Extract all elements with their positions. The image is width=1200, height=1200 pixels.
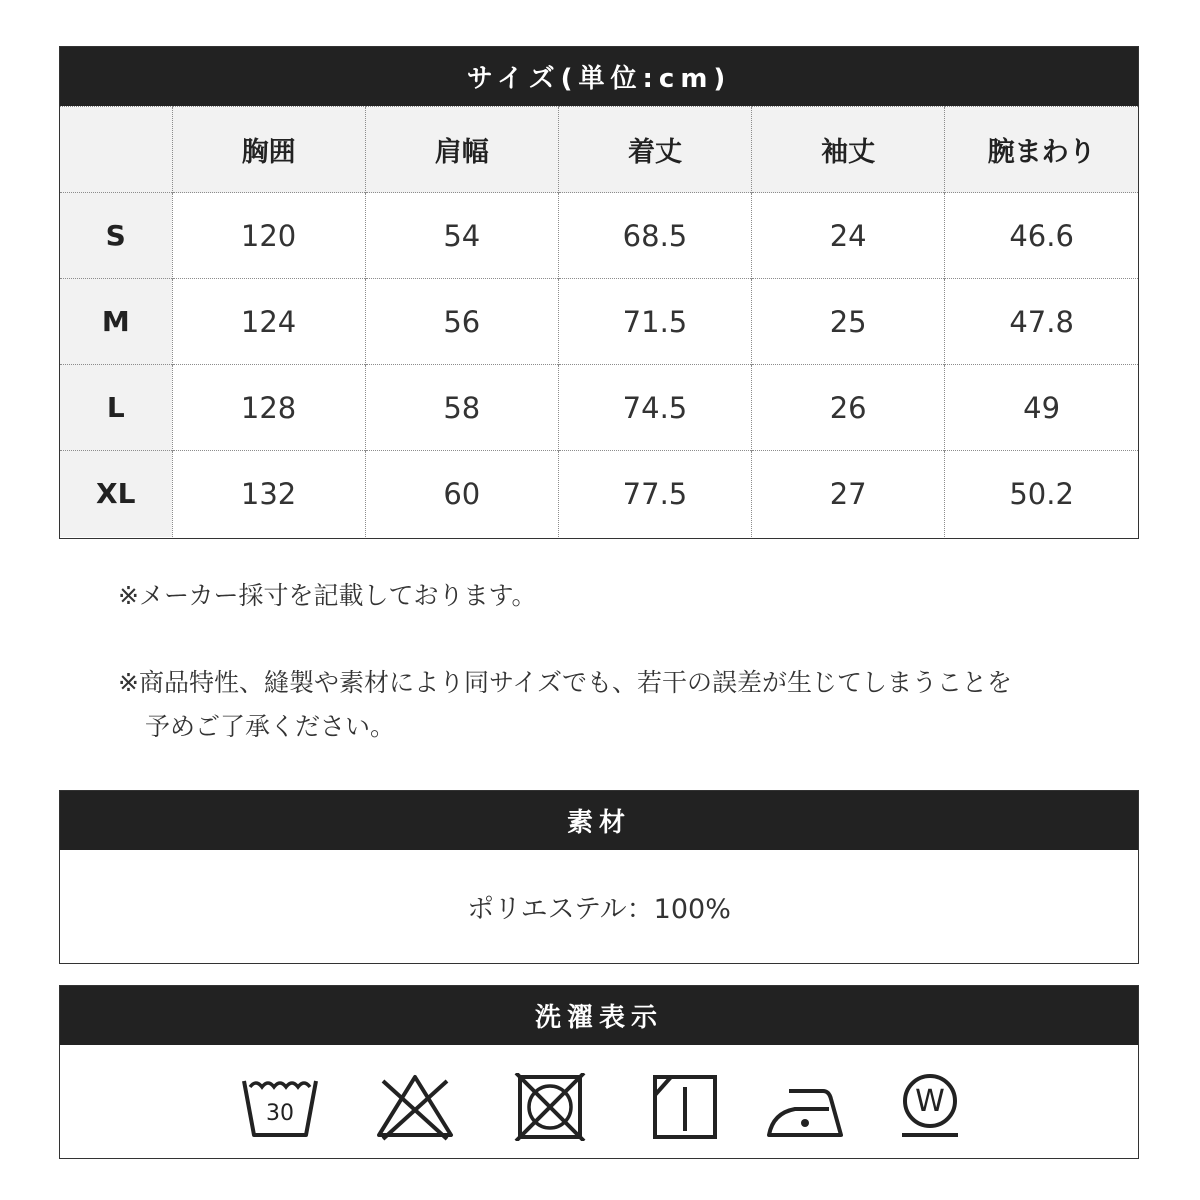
table-cell: 128 xyxy=(172,365,365,451)
material-title: 素材 xyxy=(60,791,1138,850)
size-panel xyxy=(59,46,1139,539)
table-row xyxy=(60,279,1138,365)
table-cell: 68.5 xyxy=(558,193,751,279)
table-row xyxy=(60,365,1138,451)
table-row xyxy=(60,451,1138,537)
variance-note: ※商品特性、縫製や素材により同サイズでも、若干の誤差が生じてしまうことを xyxy=(118,668,1012,697)
table-cell: 60 xyxy=(365,451,558,537)
table-cell: 74.5 xyxy=(558,365,751,451)
care-panel xyxy=(59,985,1139,1159)
table-cell: 132 xyxy=(172,451,365,537)
corner-cell xyxy=(60,107,172,193)
table-cell: 27 xyxy=(752,451,945,537)
table-cell: 56 xyxy=(365,279,558,365)
size-table-header-row xyxy=(60,107,1138,193)
table-cell: 49 xyxy=(945,365,1138,451)
variance-note-continued: 予めご了承ください。 xyxy=(145,712,396,741)
column-header-arm: 腕まわり xyxy=(945,107,1138,193)
no-bleach-icon xyxy=(375,1073,455,1141)
measurement-note: ※メーカー採寸を記載しております。 xyxy=(118,581,537,610)
table-cell: 26 xyxy=(752,365,945,451)
column-header-length: 着丈 xyxy=(558,107,751,193)
material-value: ポリエステル：100% xyxy=(467,894,731,925)
table-cell: 71.5 xyxy=(558,279,751,365)
line-dry-icon xyxy=(645,1073,725,1141)
table-cell: 77.5 xyxy=(558,451,751,537)
column-header-sleeve: 袖丈 xyxy=(752,107,945,193)
size-label: XL xyxy=(60,451,172,537)
care-title: 洗濯表示 xyxy=(60,986,1138,1045)
care-icons xyxy=(60,1045,1138,1158)
table-cell: 58 xyxy=(365,365,558,451)
wet-clean-label: W xyxy=(915,1084,945,1119)
size-label: M xyxy=(60,279,172,365)
table-cell: 25 xyxy=(752,279,945,365)
iron-low-icon xyxy=(765,1073,845,1141)
table-cell: 24 xyxy=(752,193,945,279)
no-tumble-dry-icon xyxy=(510,1073,590,1141)
size-label: S xyxy=(60,193,172,279)
material-panel xyxy=(59,790,1139,964)
table-cell: 124 xyxy=(172,279,365,365)
wash-30-icon xyxy=(240,1073,320,1141)
table-cell: 46.6 xyxy=(945,193,1138,279)
table-cell: 47.8 xyxy=(945,279,1138,365)
table-cell: 54 xyxy=(365,193,558,279)
wet-clean-icon xyxy=(890,1073,970,1141)
column-header-shoulder: 肩幅 xyxy=(365,107,558,193)
table-cell: 50.2 xyxy=(945,451,1138,537)
size-table-title: サイズ(単位:cm) xyxy=(60,47,1138,106)
table-cell: 120 xyxy=(172,193,365,279)
size-table xyxy=(60,106,1138,537)
wash-temperature-label: 30 xyxy=(266,1101,294,1126)
column-header-chest: 胸囲 xyxy=(172,107,365,193)
table-row xyxy=(60,193,1138,279)
size-label: L xyxy=(60,365,172,451)
